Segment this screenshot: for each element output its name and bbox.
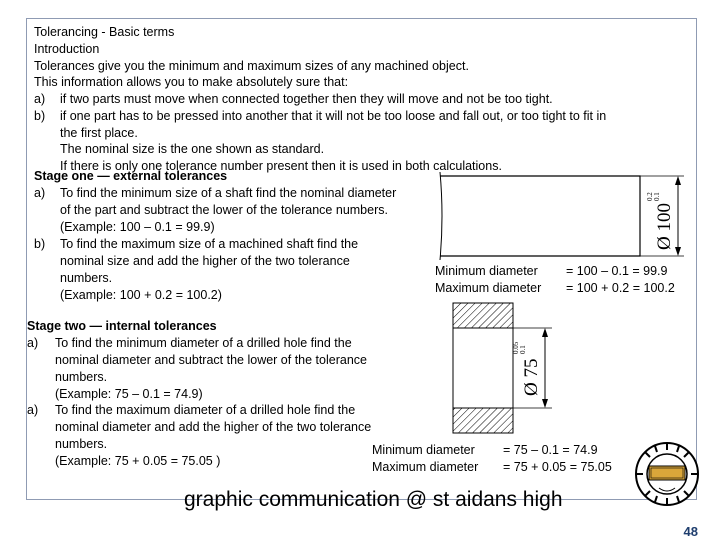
section-introduction: Introduction [34, 42, 100, 56]
hole-tolerance-lower: 0.1 [519, 345, 527, 354]
stage-one-min-value: = 100 – 0.1 = 99.9 [566, 264, 668, 278]
list-marker: b) [34, 237, 46, 251]
stage-one-min-label: Minimum diameter [435, 264, 538, 278]
list-marker: a) [27, 403, 39, 417]
list-marker: b) [34, 109, 46, 123]
stage-one-b-line3: numbers. [60, 271, 113, 285]
intro-item-a: if two parts must move when connected together then they will move and not be too tight. [60, 92, 553, 106]
stage-two-a-line3: numbers. [55, 370, 108, 384]
stage-one-b-line2: nominal size and add the higher of the two tolerance [60, 254, 350, 268]
stage-one-b-line1: To find the maximum size of a machined shaft find the [60, 237, 359, 251]
intro-paragraph-1: Tolerances give you the minimum and maximum sizes of any machined object. [34, 59, 469, 73]
stage-two-a-line1: To find the minimum diameter of a drilled hole find the [55, 336, 352, 350]
stage-two-b-line2: nominal diameter and add the higher of the two tolerance [55, 420, 372, 434]
stage-one-b-example: (Example: 100 + 0.2 = 100.2) [60, 288, 222, 302]
stage-two-max-value: = 75 + 0.05 = 75.05 [503, 460, 612, 474]
list-marker: a) [27, 336, 39, 350]
stage-one-max-value: = 100 + 0.2 = 100.2 [566, 281, 675, 295]
intro-item-b-line2: the first place. [60, 126, 138, 140]
intro-item-b-line1: if one part has to be pressed into another that it will not be too loose and fall out, or too tight to fit in [60, 109, 607, 123]
stage-one-a-example: (Example: 100 – 0.1 = 99.9) [60, 220, 215, 234]
list-marker: a) [34, 186, 46, 200]
shaft-tolerance-upper: 0.2 [646, 192, 654, 201]
stage-one-a-line1: To find the minimum size of a shaft find the nominal diameter [60, 186, 397, 200]
stage-two-a-line2: nominal diameter and subtract the lower of the tolerance [55, 353, 367, 367]
page-number: 48 [683, 524, 698, 539]
stage-one-max-label: Maximum diameter [435, 281, 542, 295]
stage-two-min-value: = 75 – 0.1 = 74.9 [503, 443, 598, 457]
stage-one-heading: Stage one — external tolerances [34, 169, 228, 183]
hole-tolerance-upper: 0.05 [512, 341, 520, 354]
stage-two-b-line3: numbers. [55, 437, 108, 451]
stage-two-max-label: Maximum diameter [372, 460, 479, 474]
stage-one-a-line2: of the part and subtract the lower of the tolerance numbers. [60, 203, 388, 217]
intro-paragraph-2: This information allows you to make absolutely sure that: [34, 75, 349, 89]
slide-title: Tolerancing - Basic terms [34, 25, 175, 39]
list-marker: a) [34, 92, 46, 106]
hole-diameter-label: Ø 75 [521, 358, 542, 396]
stage-two-min-label: Minimum diameter [372, 443, 475, 457]
intro-single-tolerance-note: If there is only one tolerance number present then it is used in both calculations. [60, 159, 502, 173]
stage-two-b-line1: To find the maximum diameter of a drilled hole find the [55, 403, 356, 417]
intro-nominal-note: The nominal size is the one shown as standard. [60, 142, 325, 156]
shaft-diameter-label: Ø 100 [654, 203, 675, 250]
stage-two-b-example: (Example: 75 + 0.05 = 75.05 ) [55, 454, 221, 468]
shaft-tolerance-lower: 0.1 [653, 192, 661, 201]
school-crest-logo [633, 440, 701, 510]
stage-two-a-example: (Example: 75 – 0.1 = 74.9) [55, 387, 203, 401]
stage-two-heading: Stage two — internal tolerances [27, 319, 217, 333]
footer-text: graphic communication @ st aidans high [184, 488, 563, 511]
